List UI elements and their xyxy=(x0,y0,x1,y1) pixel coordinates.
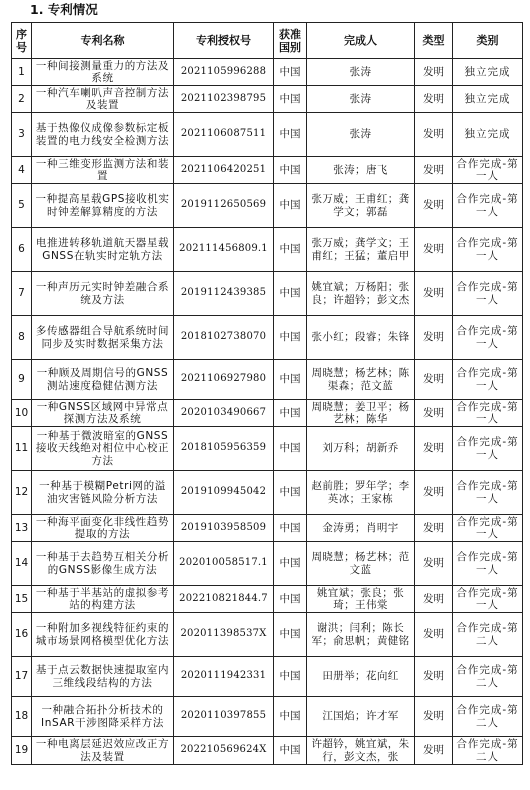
cell-type: 发明 xyxy=(415,697,453,737)
cell-category: 合作完成-第二人 xyxy=(453,697,523,737)
cell-number: 2021106420251 xyxy=(174,157,274,184)
cell-type: 发明 xyxy=(415,316,453,360)
cell-number: 202011398537X xyxy=(174,613,274,657)
cell-country: 中国 xyxy=(274,157,307,184)
cell-people: 周晓慧；杨艺林；陈渠森；范文蓝 xyxy=(307,360,415,400)
cell-type: 发明 xyxy=(415,272,453,316)
cell-country: 中国 xyxy=(274,360,307,400)
cell-people: 张涛 xyxy=(307,59,415,86)
cell-name: 一种三维变形监测方法和装置 xyxy=(32,157,174,184)
cell-name: 一种附加多视线特征约束的城市场景网格模型优化方法 xyxy=(32,613,174,657)
cell-category: 合作完成-第一人 xyxy=(453,515,523,542)
table-row xyxy=(12,542,523,586)
cell-no: 2 xyxy=(12,86,32,113)
cell-name: 一种顾及周期信号的GNSS测站速度稳健估测方法 xyxy=(32,360,174,400)
cell-people: 周晓慧；姜卫平；杨艺林；陈华 xyxy=(307,400,415,427)
cell-category: 独立完成 xyxy=(453,86,523,113)
cell-category: 独立完成 xyxy=(453,113,523,157)
cell-category: 合作完成-第一人 xyxy=(453,542,523,586)
cell-number: 2018102738070 xyxy=(174,316,274,360)
cell-country: 中国 xyxy=(274,613,307,657)
table-row xyxy=(12,316,523,360)
cell-no: 9 xyxy=(12,360,32,400)
cell-no: 1 xyxy=(12,59,32,86)
cell-category: 合作完成-第二人 xyxy=(453,613,523,657)
header-people: 完成人 xyxy=(307,23,415,59)
header-country: 获准国别 xyxy=(274,23,307,59)
patent-table-body xyxy=(12,59,523,765)
cell-number: 202010058517.1 xyxy=(174,542,274,586)
cell-category: 合作完成-第一人 xyxy=(453,400,523,427)
table-row xyxy=(12,586,523,613)
cell-people: 周晓慧；杨艺林；范文蓝 xyxy=(307,542,415,586)
cell-people: 张涛；唐飞 xyxy=(307,157,415,184)
cell-people: 赵前胜；罗年学；李英冰；王家栋 xyxy=(307,471,415,515)
cell-number: 2021102398795 xyxy=(174,86,274,113)
cell-people: 田册举；花向红 xyxy=(307,657,415,697)
cell-country: 中国 xyxy=(274,316,307,360)
cell-type: 发明 xyxy=(415,86,453,113)
cell-type: 发明 xyxy=(415,471,453,515)
header-category: 类别 xyxy=(453,23,523,59)
cell-type: 发明 xyxy=(415,228,453,272)
table-row xyxy=(12,86,523,113)
table-row xyxy=(12,360,523,400)
header-number: 专利授权号 xyxy=(174,23,274,59)
cell-name: 一种电离层延迟效应改正方法及装置 xyxy=(32,737,174,765)
cell-people: 张涛 xyxy=(307,113,415,157)
table-row xyxy=(12,59,523,86)
cell-country: 中国 xyxy=(274,86,307,113)
cell-people: 张万威；王甫红；龚学文；郭磊 xyxy=(307,184,415,228)
table-row xyxy=(12,228,523,272)
cell-type: 发明 xyxy=(415,427,453,471)
cell-country: 中国 xyxy=(274,184,307,228)
cell-name: 一种提高星载GPS接收机实时钟差解算精度的方法 xyxy=(32,184,174,228)
cell-type: 发明 xyxy=(415,400,453,427)
cell-country: 中国 xyxy=(274,657,307,697)
cell-number: 2021106087511 xyxy=(174,113,274,157)
cell-country: 中国 xyxy=(274,113,307,157)
cell-country: 中国 xyxy=(274,427,307,471)
patent-table xyxy=(11,22,523,765)
cell-type: 发明 xyxy=(415,657,453,697)
cell-name: 一种间接测量重力的方法及系统 xyxy=(32,59,174,86)
cell-name: 基于点云数据快速提取室内三维线段结构的方法 xyxy=(32,657,174,697)
cell-name: 基于热像仪成像参数标定板装置的电力线安全检测方法 xyxy=(32,113,174,157)
cell-category: 合作完成-第一人 xyxy=(453,228,523,272)
table-row xyxy=(12,515,523,542)
cell-number: 202210821844.7 xyxy=(174,586,274,613)
cell-type: 发明 xyxy=(415,113,453,157)
cell-country: 中国 xyxy=(274,515,307,542)
cell-number: 2020110397855 xyxy=(174,697,274,737)
cell-people: 刘万科；胡新乔 xyxy=(307,427,415,471)
cell-country: 中国 xyxy=(274,272,307,316)
cell-category: 独立完成 xyxy=(453,59,523,86)
cell-people: 姚宜斌；张良；张琦；王伟棠 xyxy=(307,586,415,613)
cell-name: 一种GNSS区域网中异常点探测方法及系统 xyxy=(32,400,174,427)
cell-country: 中国 xyxy=(274,737,307,765)
cell-type: 发明 xyxy=(415,184,453,228)
cell-country: 中国 xyxy=(274,228,307,272)
cell-no: 4 xyxy=(12,157,32,184)
table-row xyxy=(12,471,523,515)
cell-name: 一种融合拓扑分析技术的InSAR干涉图降采样方法 xyxy=(32,697,174,737)
cell-no: 12 xyxy=(12,471,32,515)
cell-number: 2019103958509 xyxy=(174,515,274,542)
cell-number: 2019112439385 xyxy=(174,272,274,316)
cell-category: 合作完成-第一人 xyxy=(453,427,523,471)
cell-name: 一种基于去趋势互相关分析的GNSS影像生成方法 xyxy=(32,542,174,586)
header-name: 专利名称 xyxy=(32,23,174,59)
cell-name: 一种基于半基站的虚拟参考站的构建方法 xyxy=(32,586,174,613)
cell-country: 中国 xyxy=(274,586,307,613)
table-row xyxy=(12,737,523,765)
cell-type: 发明 xyxy=(415,542,453,586)
cell-people: 姚宜斌；万杨阳；张良；许超钤；彭文杰 xyxy=(307,272,415,316)
cell-category: 合作完成-第一人 xyxy=(453,157,523,184)
cell-number: 2019109945042 xyxy=(174,471,274,515)
cell-people: 张小红；段睿；朱锋 xyxy=(307,316,415,360)
cell-people: 江国焰；许才军 xyxy=(307,697,415,737)
cell-no: 17 xyxy=(12,657,32,697)
cell-category: 合作完成-第一人 xyxy=(453,360,523,400)
cell-no: 3 xyxy=(12,113,32,157)
table-row xyxy=(12,427,523,471)
cell-no: 7 xyxy=(12,272,32,316)
cell-no: 8 xyxy=(12,316,32,360)
header-no: 序号 xyxy=(12,23,32,59)
cell-name: 一种基于模糊Petri网的溢油灾害链风险分析方法 xyxy=(32,471,174,515)
cell-people: 谢洪；闫利；陈长军；俞思帆；黄健铭 xyxy=(307,613,415,657)
cell-category: 合作完成-第一人 xyxy=(453,184,523,228)
cell-no: 18 xyxy=(12,697,32,737)
cell-type: 发明 xyxy=(415,613,453,657)
cell-no: 5 xyxy=(12,184,32,228)
cell-country: 中国 xyxy=(274,400,307,427)
cell-no: 6 xyxy=(12,228,32,272)
cell-country: 中国 xyxy=(274,471,307,515)
header-type: 类型 xyxy=(415,23,453,59)
cell-type: 发明 xyxy=(415,157,453,184)
cell-name: 多传感器组合导航系统时间同步及实时数据采集方法 xyxy=(32,316,174,360)
cell-number: 2020103490667 xyxy=(174,400,274,427)
cell-name: 一种声历元实时钟差融合系统及方法 xyxy=(32,272,174,316)
cell-category: 合作完成-第二人 xyxy=(453,657,523,697)
cell-people: 张万威；龚学文；王甫红；王猛；董启甲 xyxy=(307,228,415,272)
cell-number: 2021105996288 xyxy=(174,59,274,86)
cell-no: 16 xyxy=(12,613,32,657)
cell-country: 中国 xyxy=(274,697,307,737)
table-row xyxy=(12,272,523,316)
cell-country: 中国 xyxy=(274,542,307,586)
cell-number: 202111456809.1 xyxy=(174,228,274,272)
cell-no: 14 xyxy=(12,542,32,586)
table-row xyxy=(12,184,523,228)
cell-category: 合作完成-第一人 xyxy=(453,471,523,515)
cell-name: 一种海平面变化非线性趋势提取的方法 xyxy=(32,515,174,542)
table-row xyxy=(12,113,523,157)
cell-no: 10 xyxy=(12,400,32,427)
table-row xyxy=(12,157,523,184)
cell-type: 发明 xyxy=(415,59,453,86)
table-row xyxy=(12,613,523,657)
table-row xyxy=(12,400,523,427)
cell-people: 金涛勇；肖明宇 xyxy=(307,515,415,542)
cell-number: 2018105956359 xyxy=(174,427,274,471)
cell-no: 11 xyxy=(12,427,32,471)
cell-category: 合作完成-第一人 xyxy=(453,272,523,316)
cell-no: 19 xyxy=(12,737,32,765)
cell-no: 15 xyxy=(12,586,32,613)
cell-name: 一种基于微波暗室的GNSS接收天线绝对相位中心校正方法 xyxy=(32,427,174,471)
cell-number: 202210569624X xyxy=(174,737,274,765)
section-title: 1. 专利情况 xyxy=(30,2,98,17)
cell-type: 发明 xyxy=(415,586,453,613)
cell-number: 2020111942331 xyxy=(174,657,274,697)
cell-people: 许超钤，姚宜斌，朱行，彭文杰，张 xyxy=(307,737,415,765)
cell-people: 张涛 xyxy=(307,86,415,113)
cell-category: 合作完成-第二人 xyxy=(453,737,523,765)
cell-no: 13 xyxy=(12,515,32,542)
cell-country: 中国 xyxy=(274,59,307,86)
table-row xyxy=(12,697,523,737)
table-row xyxy=(12,657,523,697)
header-row xyxy=(12,23,523,59)
cell-name: 电推进转移轨道航天器星载GNSS在轨实时定轨方法 xyxy=(32,228,174,272)
cell-number: 2019112650569 xyxy=(174,184,274,228)
cell-category: 合作完成-第一人 xyxy=(453,586,523,613)
cell-name: 一种汽车喇叭声音控制方法及装置 xyxy=(32,86,174,113)
cell-type: 发明 xyxy=(415,360,453,400)
cell-category: 合作完成-第一人 xyxy=(453,316,523,360)
cell-number: 2021106927980 xyxy=(174,360,274,400)
cell-type: 发明 xyxy=(415,737,453,765)
cell-type: 发明 xyxy=(415,515,453,542)
